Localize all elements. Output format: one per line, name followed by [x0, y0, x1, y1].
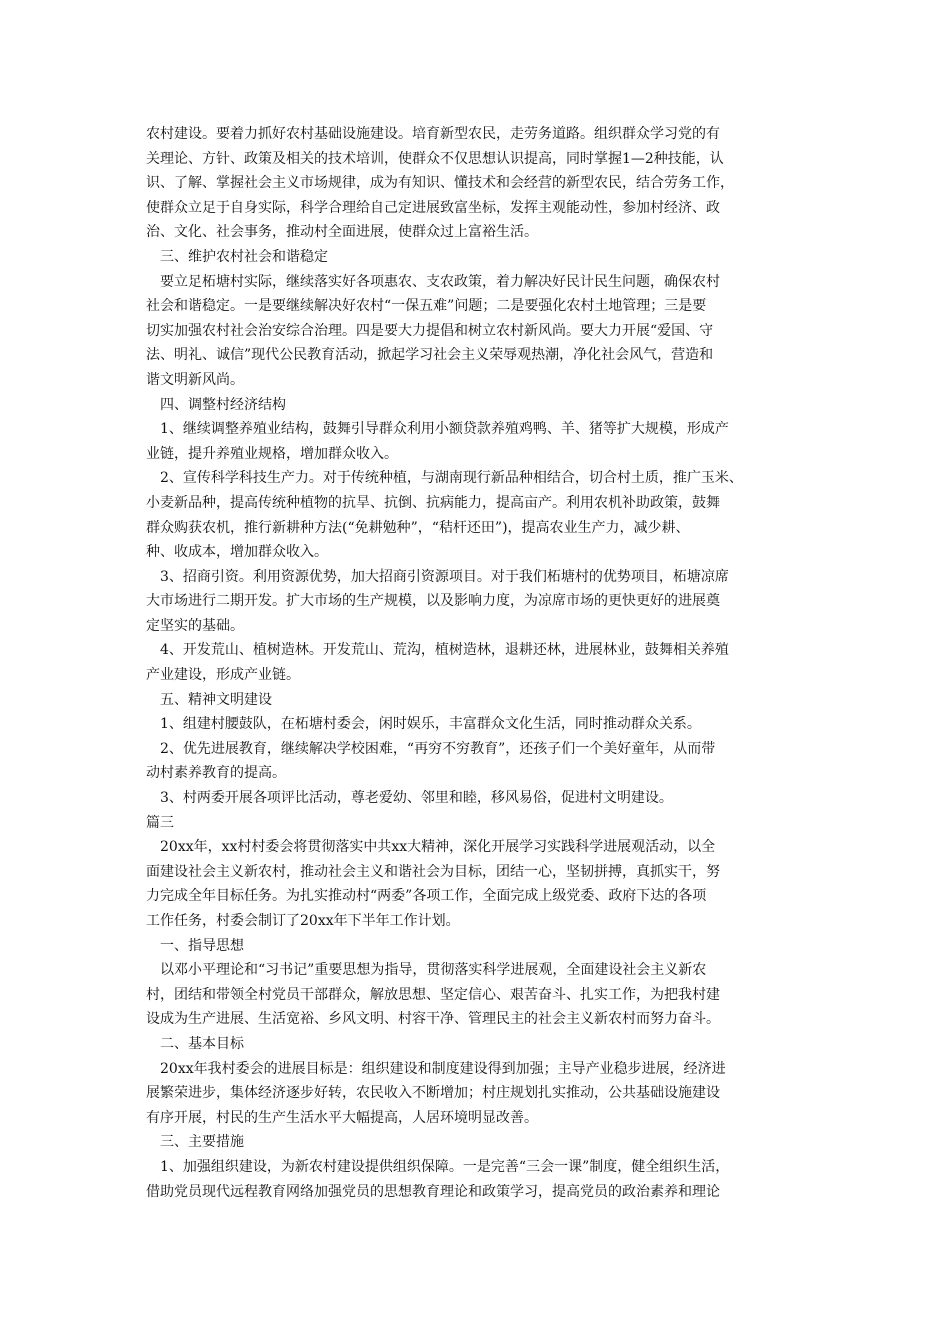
section-heading: 四、调整村经济结构	[160, 396, 286, 413]
paragraph-line: 谐文明新风尚。	[146, 371, 244, 388]
paragraph-line: 识、了解、掌握社会主义市场规律，成为有知识、懂技术和会经营的新型农民，结合劳务工作，	[146, 175, 734, 192]
paragraph-line: 小麦新品种，提高传统种植物的抗旱、抗倒、抗病能力，提高亩产。利用农机补助政策，鼓舞	[146, 494, 720, 511]
paragraph-first-line: 1、组建村腰鼓队，在柘塘村委会，闲时娱乐，丰富群众文化生活，同时推动群众关系。	[160, 716, 701, 733]
section-heading: 二、基本目标	[160, 1035, 244, 1052]
paragraph-line: 治、文化、社会事务，推动村全面进展，使群众过上富裕生活。	[146, 224, 538, 241]
paragraph-first-line: 20xx年我村委会的进展目标是：组织建设和制度建设得到加强；主导产业稳步进展，经济进	[160, 1060, 726, 1077]
section-heading: 三、主要措施	[160, 1134, 244, 1151]
paragraph-first-line: 1、继续调整养殖业结构，鼓舞引导群众利用小额贷款养殖鸡鸭、羊、猪等扩大规模，形成产	[160, 421, 729, 438]
paragraph-line: 大市场进行二期开发。扩大市场的生产规模，以及影响力度，为凉席市场的更快更好的进展奠	[146, 593, 720, 610]
paragraph-first-line: 2、宣传科学科技生产力。对于传统种植，与湖南现行新品种相结合，切合村土质，推广玉米、	[160, 470, 743, 487]
paragraph-first-line: 20xx年，xx村村委会将贯彻落实中共xx大精神，深化开展学习实践科学进展观活动，以全	[160, 839, 716, 856]
paragraph-line: 定坚实的基础。	[146, 617, 244, 634]
paragraph-line: 业链，提升养殖业规格，增加群众收入。	[146, 445, 398, 462]
paragraph-line: 法、明礼、诚信”现代公民教育活动，掀起学习社会主义荣辱观热潮，净化社会风气，营造和	[146, 347, 714, 364]
paragraph-first-line: 要立足柘塘村实际，继续落实好各项惠农、支农政策，着力解决好民计民生问题，确保农村	[160, 273, 720, 290]
paragraph-line: 工作任务，村委会制订了20xx年下半年工作计划。	[146, 913, 460, 929]
paragraph-first-line: 4、开发荒山、植树造林。开发荒山、荒沟，植树造林，退耕还林，进展林业，鼓舞相关养殖	[160, 642, 729, 659]
paragraph-line: 村，团结和带领全村党员干部群众，解放思想、坚定信心、艰苦奋斗、扎实工作，为把我村建	[146, 986, 720, 1003]
part-heading: 篇三	[146, 814, 174, 831]
paragraph-line: 种、收成本，增加群众收入。	[146, 544, 328, 561]
section-heading: 三、维护农村社会和谐稳定	[160, 248, 328, 265]
paragraph-line: 农村建设。要着力抓好农村基础设施建设。培育新型农民，走劳务道路。组织群众学习党的有	[146, 126, 720, 142]
paragraph-line: 切实加强农村社会治安综合治理。四是要大力提倡和树立农村新风尚。要大力开展“爱国、守	[146, 322, 714, 339]
paragraph-line: 力完成全年目标任务。为扎实推动村“两委”各项工作，全面完成上级党委、政府下达的各项	[146, 888, 707, 905]
paragraph-line: 产业建设，形成产业链。	[146, 667, 300, 684]
paragraph-first-line: 3、村两委开展各项评比活动，尊老爱幼、邻里和睦，移风易俗，促进村文明建设。	[160, 790, 673, 807]
paragraph-line: 借助党员现代远程教育网络加强党员的思想教育理论和政策学习，提高党员的政治素养和理论	[146, 1183, 720, 1200]
document-body	[146, 122, 814, 1204]
paragraph-line: 动村素养教育的提高。	[146, 765, 286, 782]
paragraph-line: 使群众立足于自身实际，科学合理给自己定进展致富坐标，发挥主观能动性，参加村经济、政	[146, 199, 720, 216]
paragraph-line: 展繁荣进步，集体经济逐步好转，农民收入不断增加；村庄规划扎实推动，公共基础设施建设	[146, 1085, 720, 1102]
paragraph-line: 关理论、方针、政策及相关的技术培训，使群众不仅思想认识提高，同时掌握1—2种技能，认	[146, 150, 724, 167]
paragraph-line: 有序开展，村民的生产生活水平大幅提高，人居环境明显改善。	[146, 1109, 538, 1126]
paragraph-line: 群众购获农机，推行新耕种方法(“免耕勉种”，“秸杆还田”)，提高农业生产力，减少耕、	[146, 519, 690, 536]
paragraph-first-line: 3、招商引资。利用资源优势，加大招商引资源项目。对于我们柘塘村的优势项目，柘塘凉席	[160, 568, 729, 585]
paragraph-first-line: 1、加强组织建设，为新农村建设提供组织保障。一是完善“三会一课”制度，健全组织生活，	[160, 1158, 730, 1175]
paragraph-line: 社会和谐稳定。一是要继续解决好农村“一保五难”问题；二是要强化农村土地管理；三是要	[146, 298, 707, 315]
paragraph-first-line: 2、优先进展教育，继续解决学校困难，“再穷不穷教育”，还孩子们一个美好童年，从而带	[160, 740, 716, 757]
paragraph-line: 设成为生产进展、生活宽裕、乡风文明、村容干净、管理民主的社会主义新农村而努力奋斗。	[146, 1011, 720, 1028]
section-heading: 一、指导思想	[160, 937, 244, 954]
paragraph-first-line: 以邓小平理论和“习书记”重要思想为指导，贯彻落实科学进展观，全面建设社会主义新农	[160, 962, 707, 979]
paragraph-line: 面建设社会主义新农村，推动社会主义和谐社会为目标，团结一心，坚韧拼搏，真抓实干，努	[146, 863, 720, 880]
section-heading: 五、精神文明建设	[160, 691, 272, 708]
